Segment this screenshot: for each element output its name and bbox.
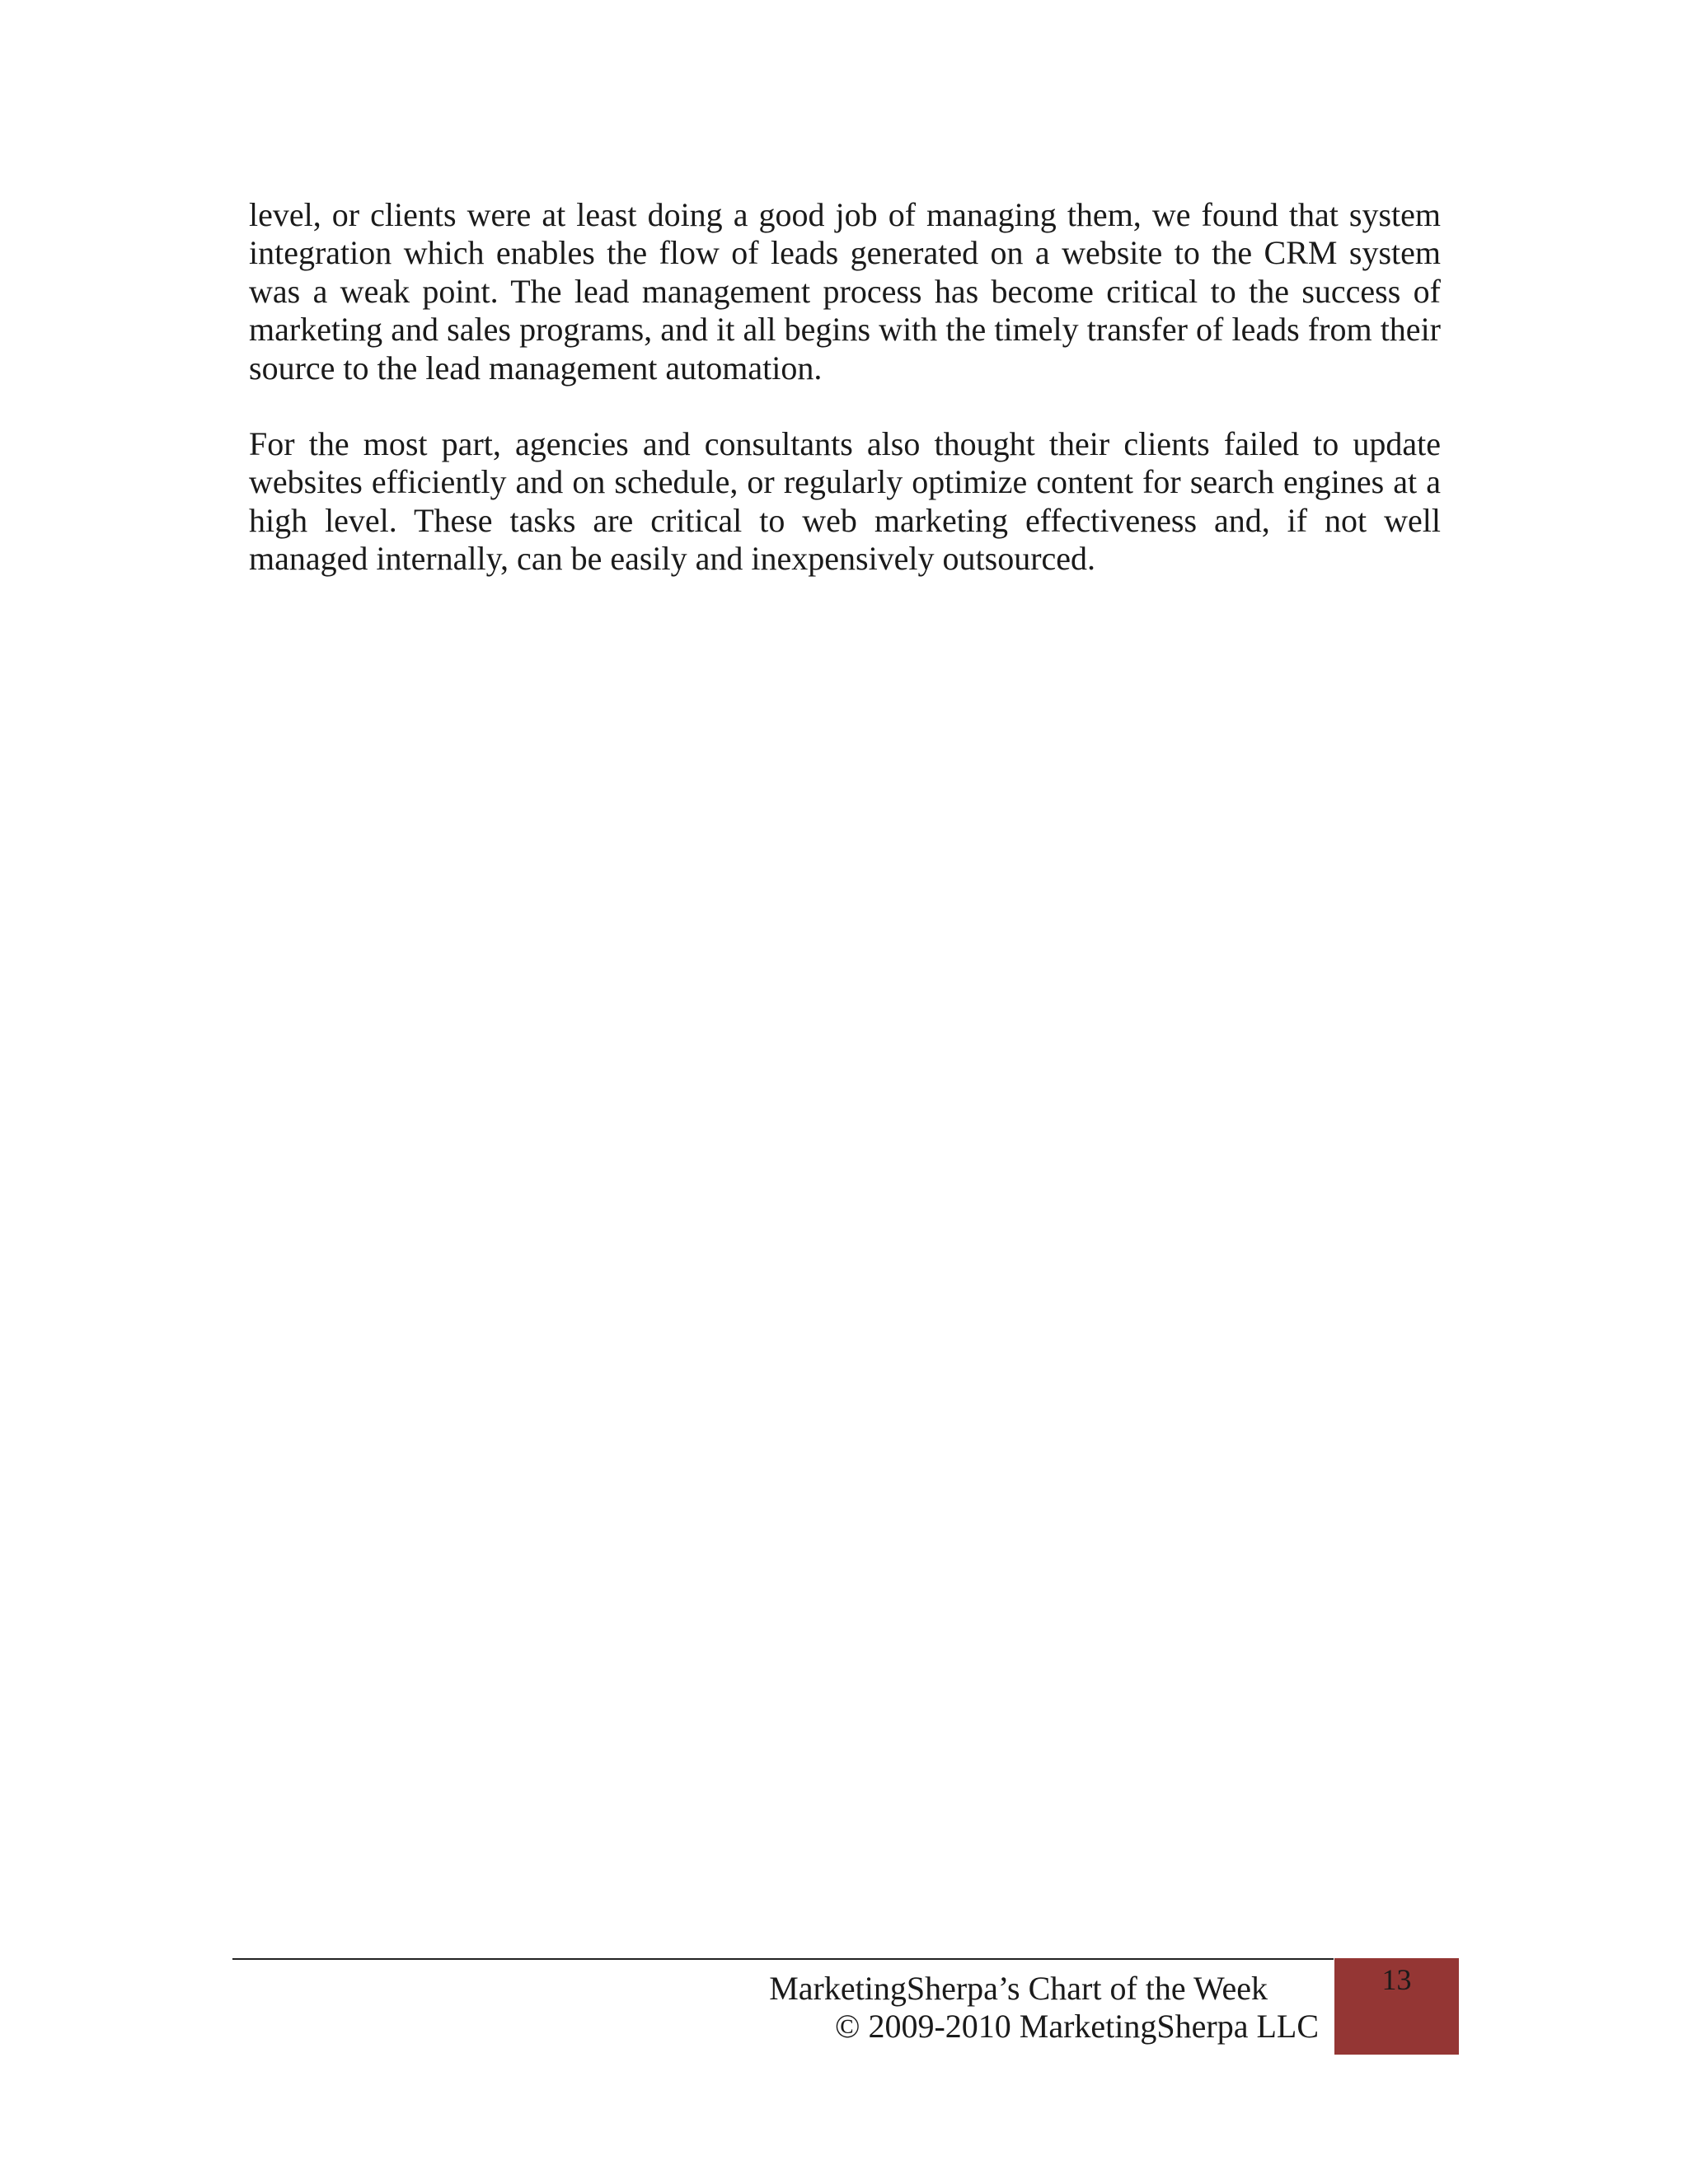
footer-publication: MarketingSherpa’s Chart of the Week <box>769 1970 1268 2007</box>
page-number: 13 <box>1381 1963 1412 1996</box>
paragraph-1: level, or clients were at least doing a good job of managing them, we found that system integration which enables the flow of leads generated on a website to the CRM system was a weak point. The lead management process has become critical to the success of marketing and sales programs, and it all begins with the timely transfer of leads from their source to the lead management automation. <box>249 196 1441 387</box>
body-text <box>249 196 1441 616</box>
paragraph-2: For the most part, agencies and consultants also thought their clients failed to update websites efficiently and on schedule, or regularly optimize content for search engines at a high level. These tasks are critical to web marketing effectiveness and, if not well managed internally, can be easily and inexpensively outsourced. <box>249 425 1441 578</box>
page-number-box <box>1334 1958 1459 2055</box>
footer-copyright: © 2009-2010 MarketingSherpa LLC <box>835 2008 1319 2045</box>
footer-divider <box>232 1958 1334 1960</box>
footer <box>577 1970 1319 2046</box>
